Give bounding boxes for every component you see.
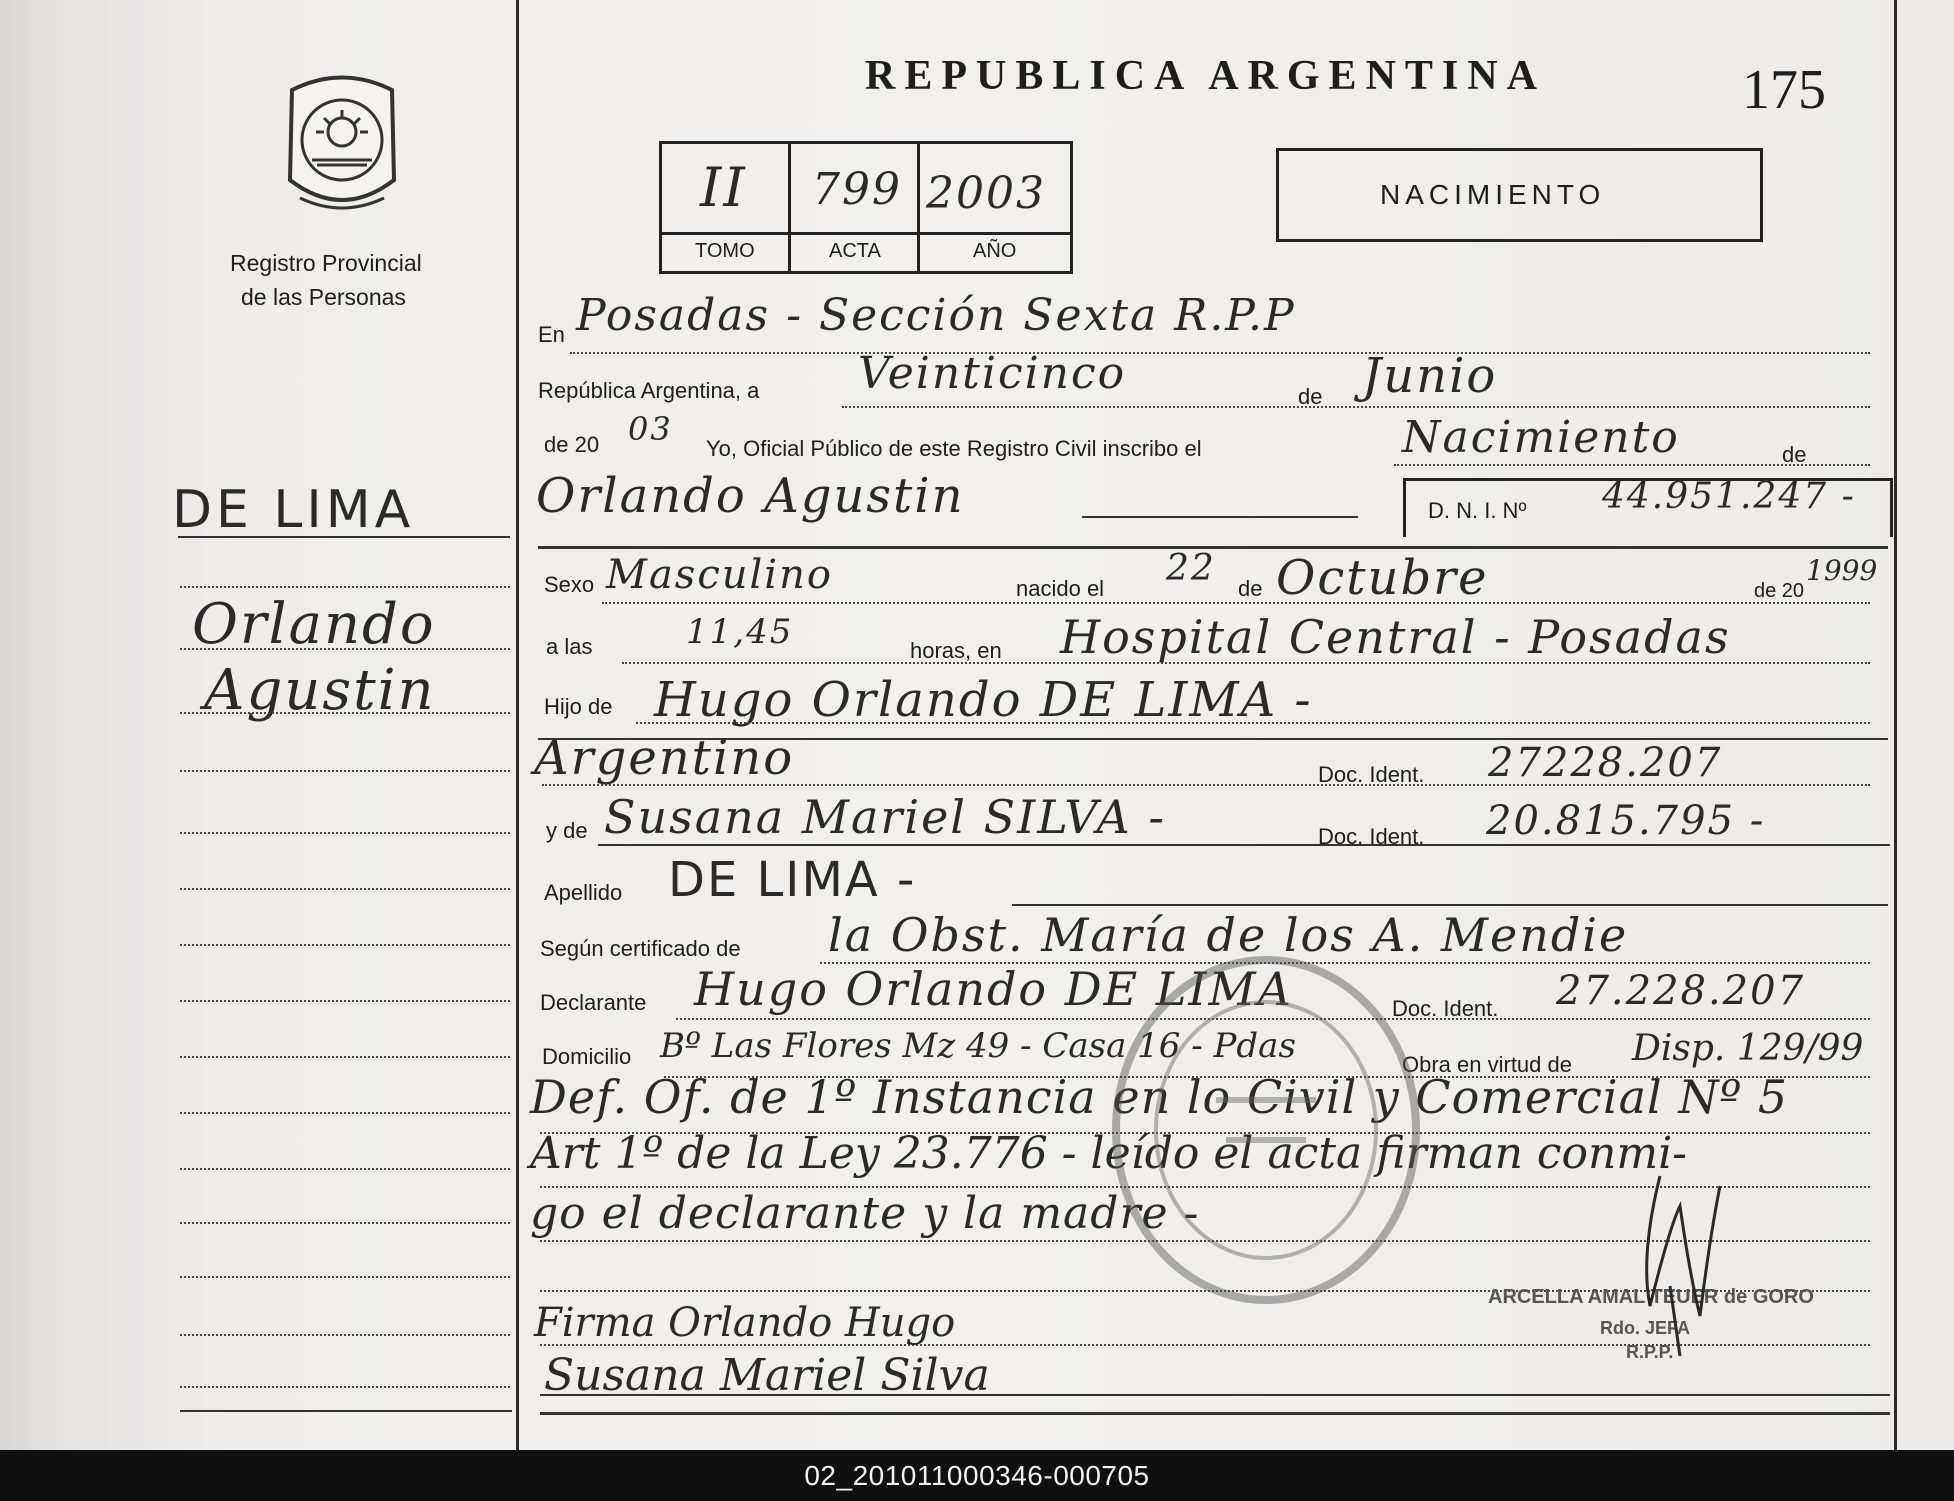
signature-2: Susana Mariel Silva (544, 1350, 990, 1401)
act-value: Nacimiento (1402, 412, 1680, 463)
tomo-label: TOMO (695, 240, 755, 262)
sidebar-given-1: Orlando (192, 592, 436, 657)
birth-year-value: 1999 (1806, 554, 1878, 587)
label-republica: República Argentina, a (538, 378, 760, 403)
father-value: Hugo Orlando DE LIMA - (654, 672, 1313, 728)
year-value: 03 (628, 410, 673, 448)
label-declarante: Declarante (540, 990, 647, 1015)
label-sexo: Sexo (544, 572, 595, 597)
month-value: Junio (1362, 348, 1498, 404)
label-doc-3: Doc. Ident. (1392, 996, 1499, 1021)
note-line-3: go el declarante y la madre - (530, 1188, 1200, 1239)
time-value: 11,45 (686, 612, 794, 652)
label-y-de: y de (546, 818, 588, 843)
signature-1: Firma Orlando Hugo (534, 1300, 956, 1346)
label-hijo: Hijo de (544, 694, 613, 719)
declarant-doc-value: 27.228.207 (1556, 968, 1806, 1014)
certificate-value: la Obst. María de los A. Mendie (828, 908, 1629, 962)
stamp-name: ARCELLA AMAL TEUER de GORO (1488, 1286, 1814, 1308)
label-nacido: nacido el (1016, 576, 1105, 601)
label-apellido: Apellido (544, 880, 623, 905)
father-doc-value: 27228.207 (1488, 740, 1723, 786)
day-value: Veinticinco (858, 348, 1127, 399)
sidebar-given-2: Agustin (204, 658, 436, 723)
acta-value: 799 (812, 164, 902, 215)
label-de-month: de (1298, 384, 1323, 409)
label-de20: de 20 (544, 432, 600, 457)
label-obra: Obra en virtud de (1402, 1052, 1572, 1077)
birth-month-value: Octubre (1276, 550, 1489, 606)
label-yo: Yo, Oficial Público de este Registro Civil inscribo el (706, 436, 1202, 461)
place-value: Posadas - Sección Sexta R.P.P (576, 290, 1296, 341)
binding-line (516, 0, 519, 1450)
label-doc-1: Doc. Ident. (1318, 762, 1425, 787)
label-dni: D. N. I. Nº (1428, 498, 1527, 523)
provincial-seal-icon (272, 70, 412, 220)
nacimiento-title: NACIMIENTO (1380, 179, 1606, 210)
label-a-las: a las (546, 634, 593, 659)
official-signature-icon (1620, 1166, 1730, 1366)
country-title: REPUBLICA ARGENTINA (865, 53, 1546, 99)
surname-value: DE LIMA - (668, 852, 917, 908)
acta-label: ACTA (829, 240, 881, 262)
stamp-line-3: R.P.P. (1626, 1342, 1674, 1362)
registry-line-1: Registro Provincial (230, 250, 422, 276)
tomo-value: II (700, 156, 747, 219)
note-line-2: Art 1º de la Ley 23.776 - leído el acta firman conmi- (530, 1128, 1688, 1179)
declarant-value: Hugo Orlando DE LIMA (694, 962, 1293, 1016)
mother-value: Susana Mariel SILVA - (604, 790, 1166, 844)
label-doc-2: Doc. Ident. (1318, 824, 1425, 849)
dni-value: 44.951.247 - (1602, 476, 1856, 517)
label-de-after: de (1782, 442, 1807, 467)
note-line-1: Def. Of. de 1º Instancia en lo Civil y Comercial Nº 5 (530, 1070, 1789, 1124)
birth-place-value: Hospital Central - Posadas (1060, 610, 1731, 664)
ano-label: AÑO (973, 240, 1017, 262)
label-en: En (538, 322, 565, 347)
reference-box (659, 141, 1073, 274)
stamp-line-2: Rdo. JEFA (1600, 1318, 1691, 1338)
birth-day-value: 22 (1166, 548, 1216, 589)
image-caption: 02_201011000346-000705 (0, 1450, 1954, 1501)
right-border (1894, 0, 1897, 1450)
sex-value: Masculino (606, 552, 833, 598)
authority-value: Disp. 129/99 (1632, 1028, 1864, 1069)
sidebar-surname: DE LIMA (172, 480, 415, 540)
label-horas: horas, en (910, 638, 1002, 663)
address-value: Bº Las Flores Mz 49 - Casa 16 - Pdas (660, 1026, 1296, 1066)
registry-seal-icon (1106, 950, 1426, 1310)
label-de20b: de 20 (1754, 580, 1805, 602)
nacimiento-box (1276, 148, 1763, 242)
ano-value: 2003 (926, 168, 1046, 219)
page-number: 175 (1742, 59, 1826, 121)
name-value: Orlando Agustin (536, 468, 965, 524)
label-segun: Según certificado de (540, 936, 741, 961)
mother-doc-value: 20.815.795 - (1486, 798, 1766, 844)
label-de-b: de (1238, 576, 1263, 601)
registry-line-2: de las Personas (241, 284, 406, 310)
father-nationality-value: Argentino (534, 730, 795, 786)
label-domicilio: Domicilio (542, 1044, 632, 1069)
